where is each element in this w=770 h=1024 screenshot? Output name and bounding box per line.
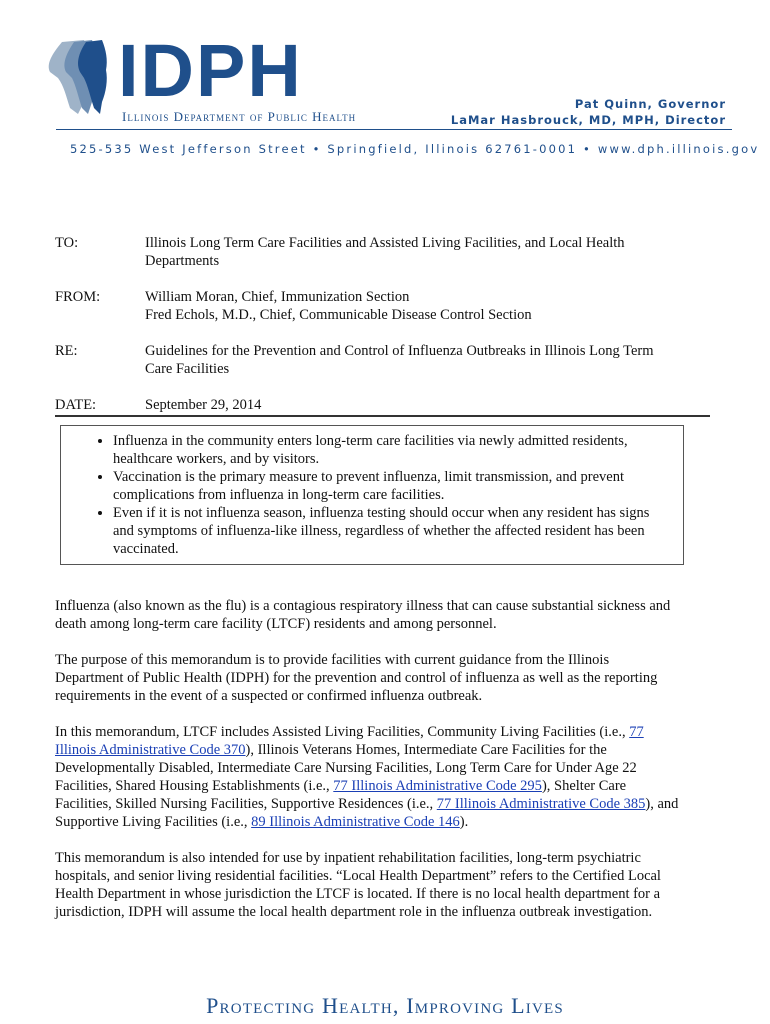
to-line-2: Departments bbox=[145, 253, 220, 269]
key-points-box bbox=[60, 425, 684, 565]
governor-line: Pat Quinn, Governor bbox=[574, 97, 726, 111]
re-line-2: Care Facilities bbox=[145, 361, 230, 377]
letterhead bbox=[0, 0, 770, 170]
paragraph-purpose: The purpose of this memorandum is to provide facilities with current guidance from the Illinois Department of Public Health (IDPH) for the prevention and control of influenza as well as the reporting requirements in the event of a suspected or confirmed influenza outbreak. bbox=[55, 652, 658, 704]
re-label: RE: bbox=[55, 343, 78, 359]
paragraph-scope: This memorandum is also intended for use by inpatient rehabilitation facilities, long-term psychiatric hospitals, and senior living residential facilities. “Local Health Department” refers to the Certified Local Health Department in whose jurisdiction the LTCF is located. If there is no local health department for a jurisdiction, IDPH will assume the local health department role in the influenza outbreak investigation. bbox=[55, 850, 661, 920]
memo-header bbox=[55, 234, 710, 432]
link-77-iac-295[interactable]: 77 Illinois Administrative Code 295 bbox=[333, 778, 542, 794]
key-point: • Even if it is not influenza season, influenza testing should occur when any resident has signs and symptoms of influenza-like illness, regardless of whether the affected resident has been vaccinated. bbox=[113, 504, 673, 558]
memo-body bbox=[55, 597, 715, 939]
memo-date-row bbox=[55, 396, 710, 414]
re-line-1: Guidelines for the Prevention and Control of Influenza Outbreaks in Illinois Long Term bbox=[145, 343, 654, 359]
from-label: FROM: bbox=[55, 289, 101, 305]
memo-divider bbox=[55, 415, 710, 417]
key-point: • Influenza in the community enters long-term care facilities via newly admitted residents, healthcare workers, and by visitors. bbox=[113, 432, 673, 468]
date-label: DATE: bbox=[55, 397, 97, 413]
idph-wordmark: IDPH bbox=[118, 29, 303, 112]
link-77-iac-370-part1[interactable]: 77 bbox=[629, 724, 644, 740]
header-divider bbox=[56, 129, 732, 130]
link-77-iac-385[interactable]: 77 Illinois Administrative Code 385 bbox=[436, 796, 646, 812]
from-line-2: Fred Echols, M.D., Chief, Communicable Disease Control Section bbox=[145, 307, 532, 323]
date-value: September 29, 2014 bbox=[145, 397, 262, 413]
footer-tagline: Protecting Health, Improving Lives bbox=[206, 993, 564, 1018]
memo-re-row bbox=[55, 342, 710, 378]
from-line-1: William Moran, Chief, Immunization Section bbox=[145, 289, 410, 305]
department-name: Illinois Department of Public Health bbox=[122, 109, 357, 124]
link-77-iac-370-part2[interactable]: Illinois Administrative Code 370 bbox=[55, 742, 246, 758]
key-points-list bbox=[91, 432, 673, 558]
illinois-profile-logo-icon bbox=[44, 36, 116, 116]
link-89-iac-146[interactable]: 89 Illinois Administrative Code 146 bbox=[251, 814, 460, 830]
to-line-1: Illinois Long Term Care Facilities and Assisted Living Facilities, and Local Health bbox=[145, 235, 625, 251]
officials-block bbox=[451, 96, 726, 128]
address-line: 525-535 West Jefferson Street • Springfield, Illinois 62761-0001 • www.dph.illinois.gov bbox=[70, 142, 760, 156]
memo-to-row bbox=[55, 234, 710, 270]
memo-from-row bbox=[55, 288, 710, 324]
to-label: TO: bbox=[55, 235, 79, 251]
paragraph-intro: Influenza (also known as the flu) is a contagious respiratory illness that can cause substantial sickness and death among long-term care facility (LTCF) residents and among personnel. bbox=[55, 598, 671, 632]
paragraph-ltcf-definition: In this memorandum, LTCF includes Assisted Living Facilities, Community Living Facilities (i.e., 77 Illinois Administrative Code 370), Illinois Veterans Homes, Intermediate Care Facilities for the Developmentally Disabled, Intermediate Care Nursing Facilities, Long Term Care for Under Age 22 Facilities, Shared Housing Establishments (i.e., 77 Illinois Administrative Code 295), Shelter Care Facilities, Skilled Nursing Facilities, Supportive Residences (i.e., 77 Illinois Administrative Code 385), and Supportive Living Facilities (i.e., 89 Illinois Administrative Code 146). bbox=[55, 724, 679, 830]
director-line: LaMar Hasbrouck, MD, MPH, Director bbox=[450, 113, 726, 127]
key-point: • Vaccination is the primary measure to prevent influenza, limit transmission, and prevent complications from influenza in long-term care facilities. bbox=[113, 468, 673, 504]
